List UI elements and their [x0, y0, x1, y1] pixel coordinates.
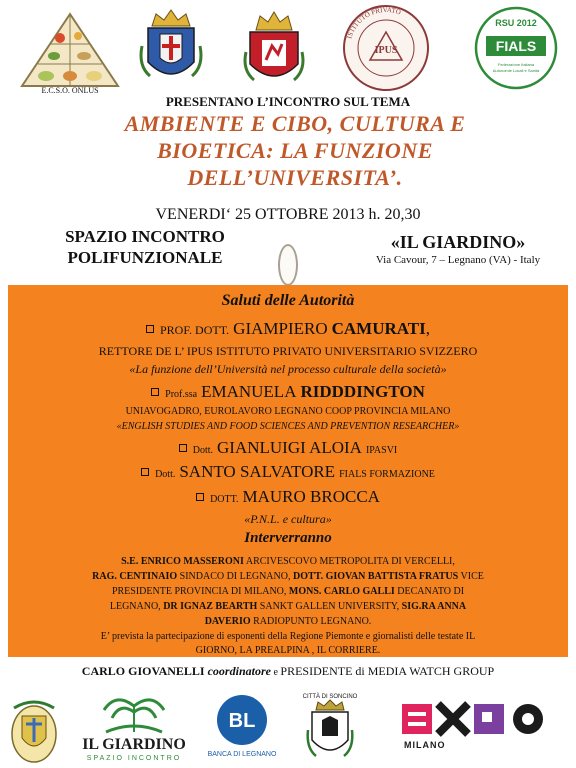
- coat-of-arms-2-icon: [244, 10, 304, 90]
- speaker3-prefix: Dott.: [192, 445, 213, 456]
- participants-line-1: [8, 556, 568, 567]
- participants-note-2: GIORNO, LA PREALPINA , IL CORRIERE.: [195, 645, 381, 656]
- venue-name: «IL GIARDINO»: [390, 232, 526, 252]
- svg-text:Autonomie Locali e Sanità: Autonomie Locali e Sanità: [492, 68, 540, 73]
- coordinator-conj: e: [270, 667, 281, 678]
- coordinator-line: [0, 664, 576, 679]
- coordinator-role: coordinatore: [204, 664, 271, 678]
- intro-line: PRESENTANO L’INCONTRO SUL TEMA: [165, 94, 411, 109]
- title-line-1: AMBIENTE E CIBO, CULTURA E: [124, 111, 466, 136]
- checkbox-bullet-icon: [151, 388, 159, 396]
- participant-role: RADIOPUNTO LEGNANO.: [250, 616, 372, 627]
- coordinator-title: PRESIDENTE di MEDIA WATCH GROUP: [280, 664, 495, 678]
- participants-line-3: [8, 586, 568, 597]
- svg-text:CITTÀ DI SONCINO: CITTÀ DI SONCINO: [302, 694, 358, 700]
- header-logos: [0, 0, 576, 100]
- participant-role: VICE: [458, 571, 484, 582]
- checkbox-bullet-icon: [141, 468, 149, 476]
- participant-name: RAG. CENTINAIO: [92, 571, 178, 582]
- speaker1-first: GIAMPIERO: [233, 319, 328, 338]
- decorative-oval: [278, 244, 298, 286]
- speaker5-talk: «P.N.L. e cultura»: [244, 512, 332, 526]
- speaker1-comma: ,: [425, 319, 430, 338]
- speaker2-role: UNIAVOGADRO, EUROLAVORO LEGNANO COOP PROVINCIA MILANO: [125, 406, 451, 417]
- participant-name: DR IGNAZ BEARTH: [163, 601, 258, 612]
- title-line-3: DELL’UNIVERSITA’.: [187, 165, 403, 190]
- venue-type-line-2: POLIFUNZIONALE: [67, 248, 223, 267]
- speaker5-line: [8, 487, 568, 507]
- svg-text:IPUS: IPUS: [374, 45, 398, 56]
- participant-role: SANKT GALLEN UNIVERSITY,: [257, 601, 402, 612]
- title-line-2: BIOETICA: LA FUNZIONE: [157, 138, 433, 163]
- participant-role: ARCIVESCOVO METROPOLITA DI VERCELLI,: [243, 556, 455, 567]
- checkbox-bullet-icon: [196, 493, 204, 501]
- speaker1-talk: «La funzione dell’Università nel processo culturale della società»: [129, 362, 447, 376]
- speaker5-name: MAURO BROCCA: [242, 487, 380, 506]
- speaker2-first: EMANUELA: [201, 382, 297, 401]
- speaker1-line: [8, 319, 568, 339]
- participant-name: DAVERIO: [204, 616, 251, 627]
- svg-text:BANCA DI LEGNANO: BANCA DI LEGNANO: [207, 751, 277, 758]
- speaker4-line: [8, 462, 568, 482]
- participant-role: SINDACO DI LEGNANO,: [177, 571, 293, 582]
- participant-name: DOTT. GIOVAN BATTISTA FRATUS: [292, 571, 459, 582]
- speaker2-prefix: Prof.ssa: [165, 389, 198, 400]
- bishop-crest-icon: [8, 698, 60, 764]
- svg-text:BL: BL: [228, 710, 256, 732]
- ecso-pyramid-logo: [20, 12, 120, 88]
- svg-text:IL GIARDINO: IL GIARDINO: [82, 736, 186, 753]
- speaker2-talk: «ENGLISH STUDIES AND FOOD SCIENCES AND PREVENTION RESEARCHER»: [116, 421, 460, 432]
- speaker3-line: [8, 438, 568, 458]
- speaker3-org: IPASVI: [365, 445, 398, 456]
- speaker4-org: FIALS FORMAZIONE: [339, 469, 435, 480]
- interverranno-heading: Interverranno: [244, 530, 332, 546]
- speaker1-role: RETTORE DE L’ IPUS ISTITUTO PRIVATO UNIVERSITARIO SVIZZERO: [98, 344, 478, 358]
- participant-role: LEGNANO,: [109, 601, 164, 612]
- participants-line-5: [8, 616, 568, 627]
- event-title: [60, 110, 530, 191]
- participants-note-1: E’ prevista la partecipazione di esponenti della Regione Piemonte e giornalisti delle testate IL: [100, 631, 476, 642]
- participant-name: MONS. CARLO GALLI: [288, 586, 395, 597]
- city-crest-icon: [302, 690, 358, 764]
- expo-text: EXPO: [550, 748, 553, 749]
- coat-of-arms-1-icon: [140, 6, 202, 88]
- speaker4-name: SANTO SALVATORE: [179, 462, 336, 481]
- svg-text:ISTITUTO PRIVATO: ISTITUTO PRIVATO: [345, 5, 402, 40]
- venue-type: [30, 226, 260, 268]
- event-date: VENERDI‘ 25 OTTOBRE 2013 h. 20,30: [155, 206, 421, 223]
- banca-di-legnano-logo: [206, 694, 278, 762]
- expo-milano-logo: [400, 700, 553, 752]
- participant-role: PRESIDENTE PROVINCIA DI MILANO,: [111, 586, 289, 597]
- speaker4-prefix: Dott.: [155, 469, 176, 480]
- footer-logos: [0, 690, 576, 768]
- svg-text:MILANO: MILANO: [404, 740, 446, 750]
- participant-name: S.E. ENRICO MASSERONI: [121, 556, 244, 567]
- ipus-seal-icon: [340, 4, 432, 94]
- participant-role: DECANATO DI: [394, 586, 465, 597]
- svg-text:FIALS: FIALS: [495, 38, 537, 54]
- speaker1-prefix: PROF. DOTT.: [160, 323, 230, 337]
- venue-address: Via Cavour, 7 – Legnano (VA) - Italy: [375, 254, 541, 266]
- checkbox-bullet-icon: [146, 325, 154, 333]
- coordinator-name: CARLO GIOVANELLI: [81, 664, 205, 678]
- speaker5-prefix: DOTT.: [210, 494, 239, 505]
- svg-text:SPAZIO INCONTRO: SPAZIO INCONTRO: [86, 755, 182, 762]
- speaker2-last: RIDDDINGTON: [300, 382, 425, 401]
- svg-text:RSU 2012: RSU 2012: [495, 18, 537, 28]
- fials-logo: [472, 4, 560, 92]
- participant-name: SIG.RA ANNA: [401, 601, 467, 612]
- svg-text:Federazione Italiana: Federazione Italiana: [497, 62, 535, 67]
- participants-line-4: [8, 601, 568, 612]
- speaker3-name: GIANLUIGI ALOIA: [217, 438, 362, 457]
- speaker2-line: [8, 382, 568, 402]
- il-giardino-logo: [76, 692, 192, 764]
- saluti-heading: Saluti delle Autorità: [221, 292, 355, 309]
- ecso-label: E.C.S.O. ONLUS: [41, 86, 99, 95]
- speaker1-last: CAMURATI: [331, 319, 426, 338]
- venue-type-line-1: SPAZIO INCONTRO: [65, 227, 225, 246]
- participants-line-2: [8, 571, 568, 582]
- checkbox-bullet-icon: [179, 444, 187, 452]
